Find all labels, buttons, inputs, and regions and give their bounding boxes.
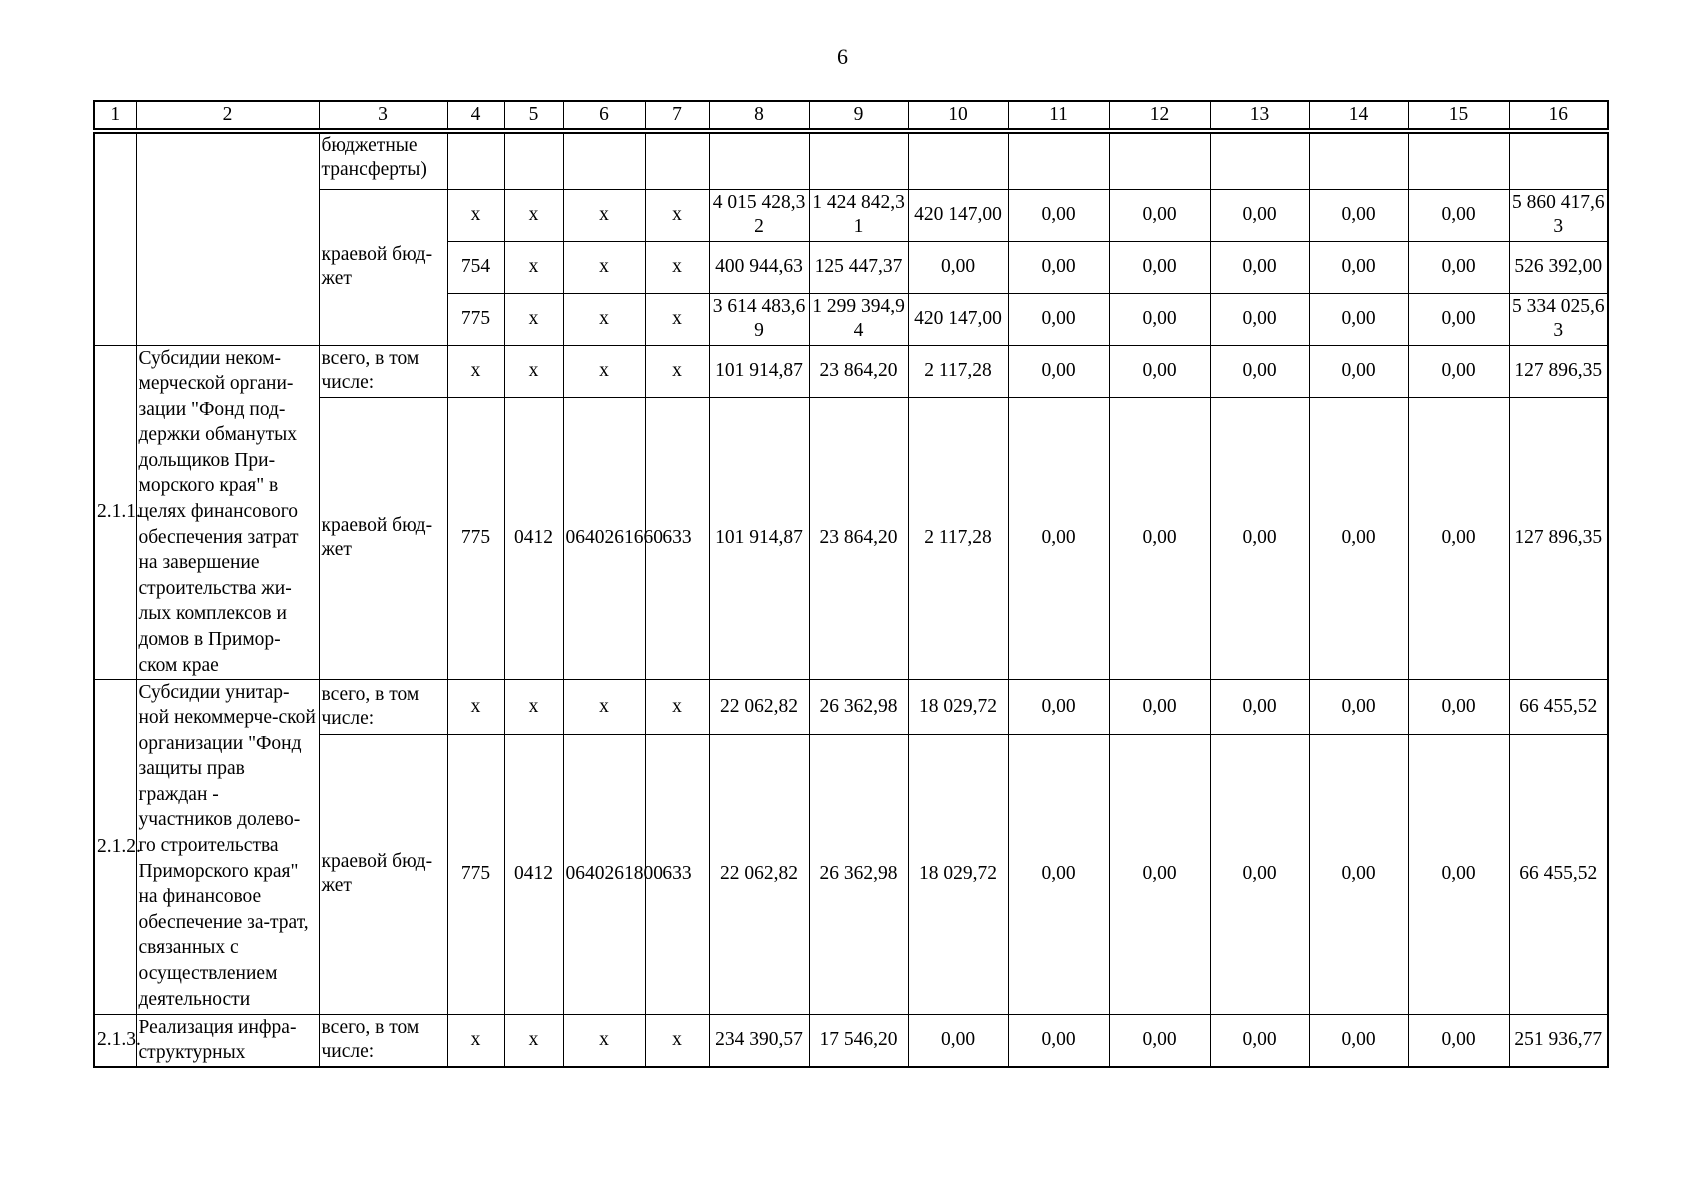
column-header: 6 (563, 101, 645, 129)
amount-cell: 125 447,37 (809, 241, 908, 293)
amount-cell: 18 029,72 (908, 679, 1008, 734)
amount-cell: 0,00 (1210, 734, 1309, 1014)
amount-cell: 420 147,00 (908, 293, 1008, 345)
amount-cell: 0,00 (1008, 397, 1109, 679)
column-header: 13 (1210, 101, 1309, 129)
amount-cell: 0,00 (1210, 345, 1309, 397)
amount-cell: 127 896,35 (1509, 345, 1608, 397)
code-cell: x (645, 189, 709, 241)
table-row (94, 1014, 1608, 1067)
item-description: Реализация инфра-структурных (136, 1014, 319, 1067)
column-header: 1 (94, 101, 136, 129)
amount-cell: 526 392,00 (1509, 241, 1608, 293)
code-cell: x (563, 1014, 645, 1067)
column-header: 16 (1509, 101, 1608, 129)
column-header: 7 (645, 101, 709, 129)
code-cell: 0412 (504, 734, 563, 1014)
amount-cell: 66 455,52 (1509, 679, 1608, 734)
amount-cell: 0,00 (1408, 293, 1509, 345)
source-cell: краевой бюд-жет (319, 189, 447, 345)
description-cell (136, 133, 319, 345)
column-header: 14 (1309, 101, 1408, 129)
code-cell: 0412 (504, 397, 563, 679)
code-cell: 0640261800 (563, 734, 645, 1014)
column-header: 9 (809, 101, 908, 129)
amount-cell: 18 029,72 (908, 734, 1008, 1014)
amount-cell: 5 860 417,63 (1509, 189, 1608, 241)
code-cell: 775 (447, 293, 504, 345)
code-cell: x (645, 241, 709, 293)
amount-cell: 66 455,52 (1509, 734, 1608, 1014)
item-description: Субсидии неком-мерческой органи-зации "Фонд под-держки обманутых дольщиков При-морского края" в целях финансового обеспечения затрат на завершение строительства жи-лых комплексов и домов в Примор-ском крае (136, 345, 319, 679)
amount-cell: 26 362,98 (809, 679, 908, 734)
amount-cell: 0,00 (1210, 241, 1309, 293)
item-number: 2.1.3. (94, 1014, 136, 1067)
column-header: 2 (136, 101, 319, 129)
amount-cell: 400 944,63 (709, 241, 809, 293)
code-cell: x (645, 293, 709, 345)
amount-cell: 0,00 (1309, 293, 1408, 345)
amount-cell: 2 117,28 (908, 345, 1008, 397)
amount-cell: 0,00 (1109, 241, 1210, 293)
code-cell: x (447, 345, 504, 397)
source-cell: краевой бюд-жет (319, 734, 447, 1014)
amount-cell: 0,00 (1309, 1014, 1408, 1067)
amount-cell: 17 546,20 (809, 1014, 908, 1067)
code-cell: x (504, 241, 563, 293)
table-row (94, 133, 1608, 189)
source-cell: краевой бюд-жет (319, 397, 447, 679)
amount-cell: 0,00 (1109, 345, 1210, 397)
code-cell: 633 (645, 734, 709, 1014)
amount-cell: 0,00 (1408, 1014, 1509, 1067)
header-row (94, 101, 1608, 129)
table-row (94, 189, 1608, 241)
table-row (94, 397, 1608, 679)
amount-cell: 0,00 (1109, 679, 1210, 734)
amount-cell: 0,00 (1408, 189, 1509, 241)
amount-cell: 0,00 (1408, 397, 1509, 679)
budget-table (93, 132, 1609, 1068)
column-header: 3 (319, 101, 447, 129)
code-cell: x (563, 241, 645, 293)
column-header: 8 (709, 101, 809, 129)
source-cell: бюджетные трансферты) (319, 133, 447, 189)
code-cell: x (504, 293, 563, 345)
code-cell: x (447, 679, 504, 734)
code-cell: x (563, 345, 645, 397)
amount-cell: 0,00 (1008, 679, 1109, 734)
amount-cell: 0,00 (908, 241, 1008, 293)
code-cell: x (447, 189, 504, 241)
column-header: 12 (1109, 101, 1210, 129)
code-cell: 0640261660 (563, 397, 645, 679)
code-cell: 775 (447, 397, 504, 679)
amount-cell: 0,00 (1109, 293, 1210, 345)
amount-cell: 0,00 (1109, 1014, 1210, 1067)
column-header: 11 (1008, 101, 1109, 129)
amount-cell: 234 390,57 (709, 1014, 809, 1067)
page-number: 6 (837, 44, 848, 69)
column-header: 5 (504, 101, 563, 129)
amount-cell: 0,00 (1408, 241, 1509, 293)
num-cell (94, 133, 136, 345)
amount-cell: 0,00 (1210, 679, 1309, 734)
item-number: 2.1.2. (94, 679, 136, 1014)
amount-cell: 4 015 428,32 (709, 189, 809, 241)
source-cell: всего, в том числе: (319, 1014, 447, 1067)
amount-cell: 0,00 (1309, 241, 1408, 293)
amount-cell: 0,00 (1109, 734, 1210, 1014)
amount-cell: 0,00 (1008, 241, 1109, 293)
code-cell: x (447, 1014, 504, 1067)
amount-cell: 0,00 (1210, 397, 1309, 679)
code-cell: 775 (447, 734, 504, 1014)
amount-cell: 1 299 394,94 (809, 293, 908, 345)
amount-cell: 26 362,98 (809, 734, 908, 1014)
amount-cell: 0,00 (1008, 1014, 1109, 1067)
column-header: 4 (447, 101, 504, 129)
amount-cell: 0,00 (1309, 734, 1408, 1014)
amount-cell: 5 334 025,63 (1509, 293, 1608, 345)
code-cell: x (504, 1014, 563, 1067)
amount-cell: 420 147,00 (908, 189, 1008, 241)
amount-cell: 0,00 (1008, 293, 1109, 345)
amount-cell: 0,00 (1309, 397, 1408, 679)
amount-cell: 0,00 (1408, 734, 1509, 1014)
amount-cell: 0,00 (1109, 189, 1210, 241)
code-cell: x (504, 679, 563, 734)
item-description: Субсидии унитар-ной некоммерче-ской организации "Фонд защиты прав граждан - участников долево-го строительства Приморского края" на финансовое обеспечение за-трат, связанных с осуществлением деятельности (136, 679, 319, 1014)
code-cell: x (645, 1014, 709, 1067)
amount-cell: 22 062,82 (709, 679, 809, 734)
amount-cell: 0,00 (1109, 397, 1210, 679)
column-header: 10 (908, 101, 1008, 129)
table-row (94, 679, 1608, 734)
table-row (94, 345, 1608, 397)
code-cell: x (563, 679, 645, 734)
item-number: 2.1.1. (94, 345, 136, 679)
amount-cell: 2 117,28 (908, 397, 1008, 679)
amount-cell: 0,00 (1008, 345, 1109, 397)
amount-cell: 101 914,87 (709, 345, 809, 397)
amount-cell: 0,00 (1408, 679, 1509, 734)
amount-cell: 101 914,87 (709, 397, 809, 679)
code-cell: x (563, 189, 645, 241)
amount-cell: 0,00 (1210, 293, 1309, 345)
amount-cell: 0,00 (1008, 734, 1109, 1014)
code-cell: x (645, 679, 709, 734)
amount-cell: 0,00 (1408, 345, 1509, 397)
table-row (94, 734, 1608, 1014)
code-cell: x (504, 345, 563, 397)
code-cell: 633 (645, 397, 709, 679)
column-header: 15 (1408, 101, 1509, 129)
code-cell: x (563, 293, 645, 345)
code-cell: x (504, 189, 563, 241)
source-cell: всего, в том числе: (319, 345, 447, 397)
amount-cell: 0,00 (908, 1014, 1008, 1067)
column-number-header (93, 100, 1609, 130)
amount-cell: 1 424 842,31 (809, 189, 908, 241)
amount-cell: 127 896,35 (1509, 397, 1608, 679)
amount-cell: 23 864,20 (809, 345, 908, 397)
code-cell: x (645, 345, 709, 397)
code-cell: 754 (447, 241, 504, 293)
amount-cell: 0,00 (1210, 1014, 1309, 1067)
amount-cell: 3 614 483,69 (709, 293, 809, 345)
amount-cell: 0,00 (1309, 679, 1408, 734)
source-cell: всего, в том числе: (319, 679, 447, 734)
amount-cell: 0,00 (1309, 189, 1408, 241)
amount-cell: 251 936,77 (1509, 1014, 1608, 1067)
amount-cell: 22 062,82 (709, 734, 809, 1014)
amount-cell: 0,00 (1210, 189, 1309, 241)
amount-cell: 0,00 (1309, 345, 1408, 397)
amount-cell: 0,00 (1008, 189, 1109, 241)
amount-cell: 23 864,20 (809, 397, 908, 679)
